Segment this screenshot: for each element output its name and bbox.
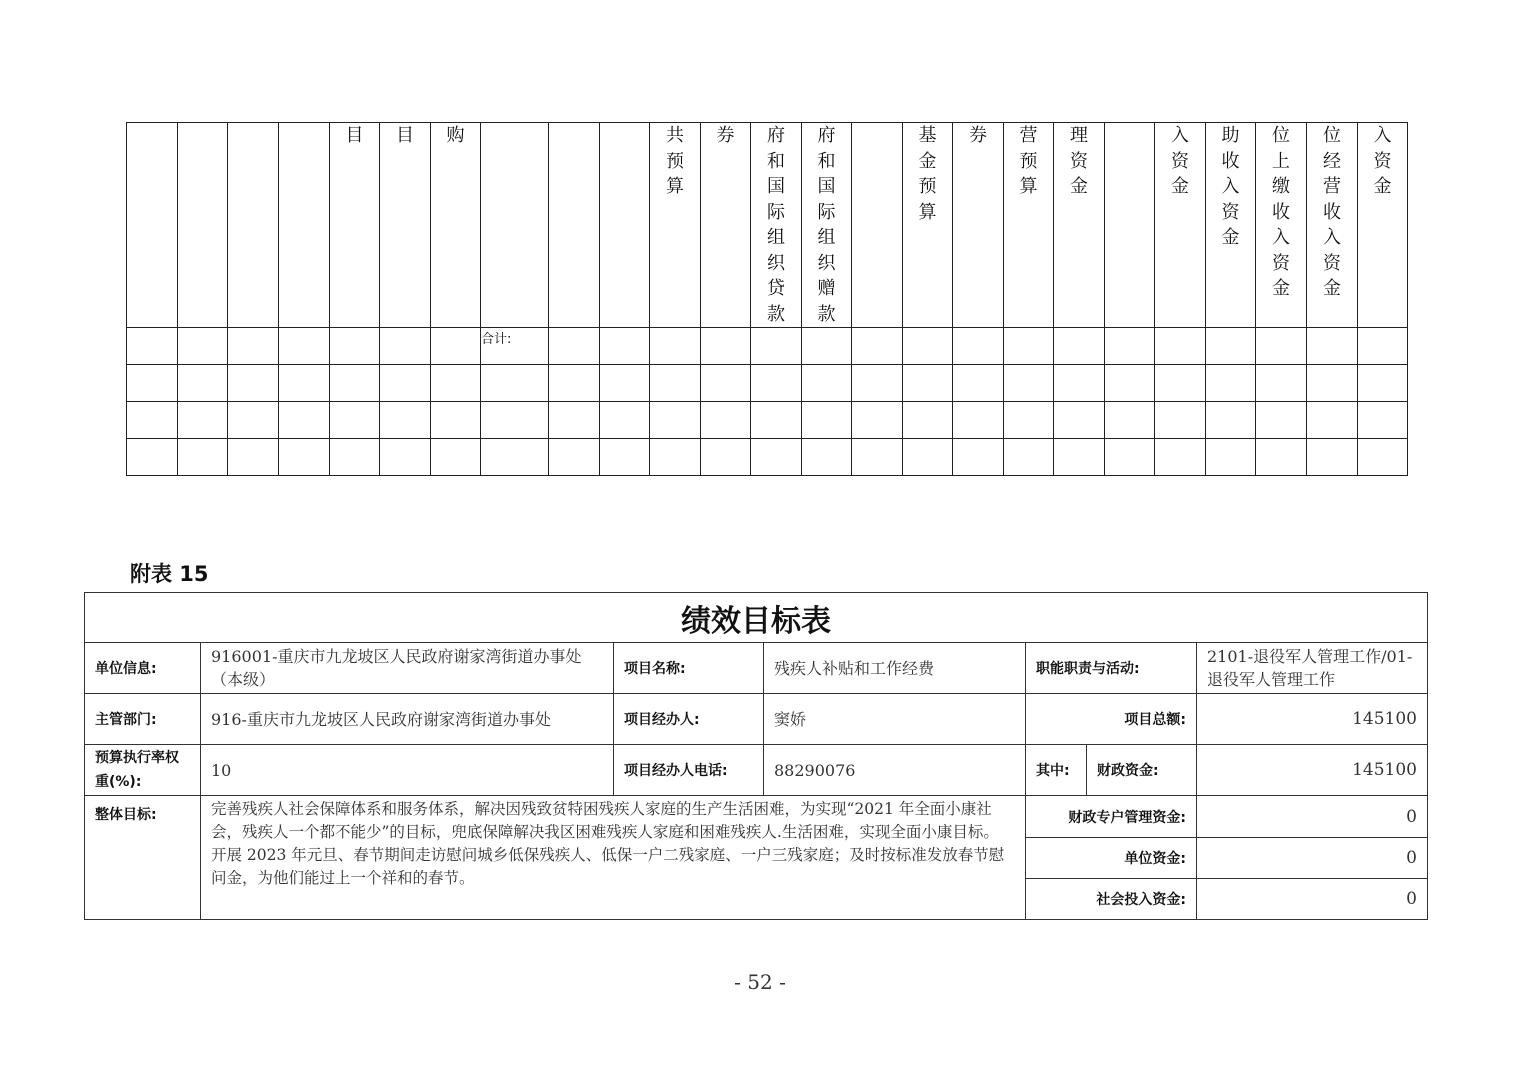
- manager-label: 项目经办人:: [614, 694, 764, 745]
- table-cell: [903, 402, 953, 439]
- table-cell: [1358, 439, 1408, 476]
- header-char: 共: [666, 125, 684, 146]
- header-char: 际: [767, 201, 785, 223]
- table-cell: [1054, 439, 1105, 476]
- table-cell: [481, 365, 549, 402]
- table-cell: [903, 328, 953, 365]
- table-cell: [1004, 439, 1054, 476]
- table-cell: [1054, 328, 1105, 365]
- column-header: [903, 123, 953, 328]
- table-cell: [1054, 365, 1105, 402]
- table-cell: [802, 402, 852, 439]
- phone-value: 88290076: [764, 745, 1026, 796]
- table-cell: [600, 365, 650, 402]
- table-cell: [802, 439, 852, 476]
- weight-label: 预算执行率权重(%):: [85, 745, 201, 796]
- header-char: 资: [1221, 201, 1240, 223]
- header-char: 赠: [817, 278, 836, 299]
- header-char: 资: [1171, 150, 1189, 172]
- header-char: 金: [1373, 176, 1392, 197]
- table-cell: [600, 328, 650, 365]
- table-cell: [1256, 328, 1307, 365]
- table-cell: [852, 402, 903, 439]
- column-header: [802, 123, 852, 328]
- table-cell: [1105, 365, 1155, 402]
- column-header: [751, 123, 802, 328]
- header-char: 组: [817, 227, 836, 248]
- table-cell: [1256, 402, 1307, 439]
- table-cell: [279, 402, 330, 439]
- table-cell: [330, 328, 380, 365]
- fiscal-value: 145100: [1197, 745, 1428, 796]
- table-cell: [228, 402, 279, 439]
- header-char: 入: [1272, 227, 1290, 248]
- table-cell: [549, 402, 600, 439]
- header-char: 组: [767, 227, 785, 248]
- among-label: 其中:: [1026, 745, 1087, 796]
- header-char: 经: [1323, 150, 1341, 172]
- header-char: 营: [1323, 176, 1341, 197]
- unit-fund-value: 0: [1197, 838, 1428, 879]
- duty-label: 职能职责与活动:: [1026, 643, 1197, 694]
- table-row: [127, 365, 1408, 402]
- table-cell: [953, 365, 1004, 402]
- table-cell: [1155, 328, 1206, 365]
- table-cell: [431, 439, 481, 476]
- column-header: [1004, 123, 1054, 328]
- header-char: 资: [1323, 252, 1341, 274]
- header-char: 国: [817, 176, 836, 197]
- table-cell: [1155, 439, 1206, 476]
- header-char: 营: [1019, 125, 1038, 146]
- column-header: [330, 123, 380, 328]
- table-cell: [852, 439, 903, 476]
- table-cell: [127, 439, 178, 476]
- header-char: 金: [1070, 176, 1088, 197]
- table-cell: [127, 402, 178, 439]
- unit-info-label: 单位信息:: [85, 643, 201, 694]
- table-cell: [127, 365, 178, 402]
- table-cell: [1105, 402, 1155, 439]
- phone-label: 项目经办人电话:: [614, 745, 764, 796]
- header-char: 收: [1221, 150, 1240, 172]
- table-cell: [1358, 365, 1408, 402]
- column-header: [178, 123, 228, 328]
- column-header: [1358, 123, 1408, 328]
- header-char: 款: [817, 303, 836, 325]
- table-cell: [178, 328, 228, 365]
- header-char: 上: [1272, 150, 1290, 172]
- header-char: 缴: [1272, 176, 1290, 197]
- table-cell: [1004, 328, 1054, 365]
- header-char: 金: [918, 150, 937, 172]
- table-cell: [1256, 365, 1307, 402]
- dept-label: 主管部门:: [85, 694, 201, 745]
- table-cell: [751, 365, 802, 402]
- dept-value: 916-重庆市九龙坡区人民政府谢家湾街道办事处: [201, 694, 614, 745]
- header-char: 购: [446, 125, 465, 146]
- table-cell: [1307, 439, 1358, 476]
- total-value: 145100: [1197, 694, 1428, 745]
- header-char: 目: [396, 125, 414, 146]
- table-cell: [279, 365, 330, 402]
- column-header: [852, 123, 903, 328]
- header-char: 预: [918, 176, 937, 197]
- column-header: [1155, 123, 1206, 328]
- table-cell: [330, 439, 380, 476]
- column-header: [600, 123, 650, 328]
- table-row: [127, 402, 1408, 439]
- unit-fund-label: 单位资金:: [1026, 838, 1197, 879]
- column-header: [701, 123, 751, 328]
- table-cell: [701, 439, 751, 476]
- header-char: 府: [817, 125, 836, 146]
- table-cell: [549, 365, 600, 402]
- appendix-caption: 附表 15: [130, 562, 209, 586]
- table-cell: [431, 402, 481, 439]
- table-cell: [600, 439, 650, 476]
- social-fund-label: 社会投入资金:: [1026, 879, 1197, 920]
- table-cell: [1105, 439, 1155, 476]
- table-row: [127, 439, 1408, 476]
- header-char: 织: [767, 252, 785, 274]
- header-char: 位: [1323, 125, 1341, 146]
- fiscal-label: 财政资金:: [1087, 745, 1197, 796]
- table-cell: [1206, 439, 1256, 476]
- table-cell: [1206, 328, 1256, 365]
- table-cell: [1307, 402, 1358, 439]
- table-cell: [481, 439, 549, 476]
- table-cell: [178, 365, 228, 402]
- table-cell: [330, 402, 380, 439]
- column-header: [1256, 123, 1307, 328]
- table-cell: [1155, 365, 1206, 402]
- table-cell: [380, 365, 431, 402]
- header-char: 理: [1070, 125, 1088, 146]
- table-cell: [330, 365, 380, 402]
- table-cell: [279, 328, 330, 365]
- special-fund-label: 财政专户管理资金:: [1026, 796, 1197, 838]
- duty-value: 2101-退役军人管理工作/01-退役军人管理工作: [1197, 643, 1428, 694]
- table-cell: [380, 328, 431, 365]
- table-cell: [1307, 328, 1358, 365]
- header-char: 资: [1070, 150, 1088, 172]
- header-char: 和: [767, 150, 785, 172]
- header-char: 金: [1272, 278, 1290, 299]
- header-char: 位: [1272, 125, 1290, 146]
- column-header: [549, 123, 600, 328]
- header-char: 基: [918, 125, 937, 146]
- header-char: 金: [1221, 227, 1240, 248]
- total-label: 项目总额:: [1026, 694, 1197, 745]
- table-cell: [178, 439, 228, 476]
- column-header: [650, 123, 701, 328]
- column-header: [127, 123, 178, 328]
- table-cell: [1307, 365, 1358, 402]
- table-cell: [1256, 439, 1307, 476]
- header-char: 资: [1373, 150, 1392, 172]
- column-header: [953, 123, 1004, 328]
- table-cell: [127, 328, 178, 365]
- header-char: 入: [1323, 227, 1341, 248]
- goal-value: 完善残疾人社会保障体系和服务体系，解决因残致贫特困残疾人家庭的生产生活困难，为实现“2021 年全面小康社会，残疾人一个都不能少”的目标，兜底保障解决我区困难残疾人家庭和困难残疾人.生活困难，实现全面小康目标。 开展 2023 年元旦、春节期间走访慰问城乡低保残疾人、低保一户二残家庭、一户三残家庭；及时按标准发放春节慰问金，为他们能过上一个祥和的春节。: [201, 796, 1026, 920]
- table-cell: [549, 328, 600, 365]
- table-cell: [650, 439, 701, 476]
- table-cell: [380, 402, 431, 439]
- header-char: 预: [1019, 150, 1038, 172]
- header-char: 入: [1171, 125, 1189, 146]
- table-cell: [431, 328, 481, 365]
- header-char: 算: [918, 201, 937, 223]
- column-header: [1206, 123, 1256, 328]
- table-cell: [1206, 365, 1256, 402]
- column-header: [228, 123, 279, 328]
- column-header: [431, 123, 481, 328]
- table-cell: [802, 365, 852, 402]
- table-cell: [751, 439, 802, 476]
- goal-label: 整体目标:: [85, 796, 201, 920]
- table-cell: [751, 328, 802, 365]
- manager-value: 窦娇: [764, 694, 1026, 745]
- special-fund-value: 0: [1197, 796, 1428, 838]
- header-char: 券: [716, 125, 735, 146]
- table-cell: [650, 402, 701, 439]
- table-cell: [431, 365, 481, 402]
- table-cell: [953, 439, 1004, 476]
- project-name-label: 项目名称:: [614, 643, 764, 694]
- table-cell: [852, 365, 903, 402]
- table-cell: [701, 365, 751, 402]
- column-header: [279, 123, 330, 328]
- header-char: 收: [1323, 201, 1341, 223]
- project-name-value: 残疾人补贴和工作经费: [764, 643, 1026, 694]
- table-cell: [481, 402, 549, 439]
- table-cell: [178, 402, 228, 439]
- table-cell: [650, 328, 701, 365]
- table-cell: [279, 439, 330, 476]
- table-cell: [802, 328, 852, 365]
- table-cell: [650, 365, 701, 402]
- social-fund-value: 0: [1197, 879, 1428, 920]
- header-char: 款: [767, 303, 785, 325]
- table-cell: [751, 402, 802, 439]
- header-char: 资: [1272, 252, 1290, 274]
- table-cell: [1155, 402, 1206, 439]
- header-char: 和: [817, 150, 836, 172]
- table-title: 绩效目标表: [85, 593, 1428, 643]
- table-cell: [600, 402, 650, 439]
- table-cell: [953, 402, 1004, 439]
- header-char: 贷: [767, 278, 785, 299]
- column-header: [1105, 123, 1155, 328]
- header-char: 算: [666, 176, 684, 197]
- table-cell: [953, 328, 1004, 365]
- budget-table: [126, 122, 1408, 476]
- table-cell: [549, 439, 600, 476]
- header-char: 入: [1221, 176, 1240, 197]
- header-char: 算: [1019, 176, 1038, 197]
- table-cell: [1004, 402, 1054, 439]
- weight-value: 10: [201, 745, 614, 796]
- table-cell: [1105, 328, 1155, 365]
- table-cell: [903, 365, 953, 402]
- header-char: 织: [817, 252, 836, 274]
- table-cell: [903, 439, 953, 476]
- header-char: 际: [817, 201, 836, 223]
- header-char: 府: [767, 125, 785, 146]
- header-char: 目: [345, 125, 364, 146]
- table-cell: [1358, 328, 1408, 365]
- table-cell: [1054, 402, 1105, 439]
- page-number: - 52 -: [734, 970, 786, 994]
- table-cell: [228, 439, 279, 476]
- table-cell: [1358, 402, 1408, 439]
- table-cell: [228, 328, 279, 365]
- unit-info-value: 916001-重庆市九龙坡区人民政府谢家湾街道办事处（本级）: [201, 643, 614, 694]
- column-header: [1054, 123, 1105, 328]
- table-cell: [1004, 365, 1054, 402]
- header-char: 金: [1323, 278, 1341, 299]
- header-char: 收: [1272, 201, 1290, 223]
- table-cell: [852, 328, 903, 365]
- table-cell: [380, 439, 431, 476]
- column-header: [481, 123, 549, 328]
- table-cell: [701, 402, 751, 439]
- header-char: 国: [767, 176, 785, 197]
- header-char: 入: [1373, 125, 1392, 146]
- table-cell: [228, 365, 279, 402]
- total-label: 合计:: [481, 328, 549, 365]
- header-char: 助: [1221, 125, 1240, 146]
- column-header: [380, 123, 431, 328]
- column-header: [1307, 123, 1358, 328]
- header-char: 金: [1171, 176, 1189, 197]
- performance-table: [84, 592, 1428, 920]
- table-cell: [701, 328, 751, 365]
- header-char: 预: [666, 150, 684, 172]
- table-cell: [1206, 402, 1256, 439]
- header-char: 券: [969, 125, 987, 146]
